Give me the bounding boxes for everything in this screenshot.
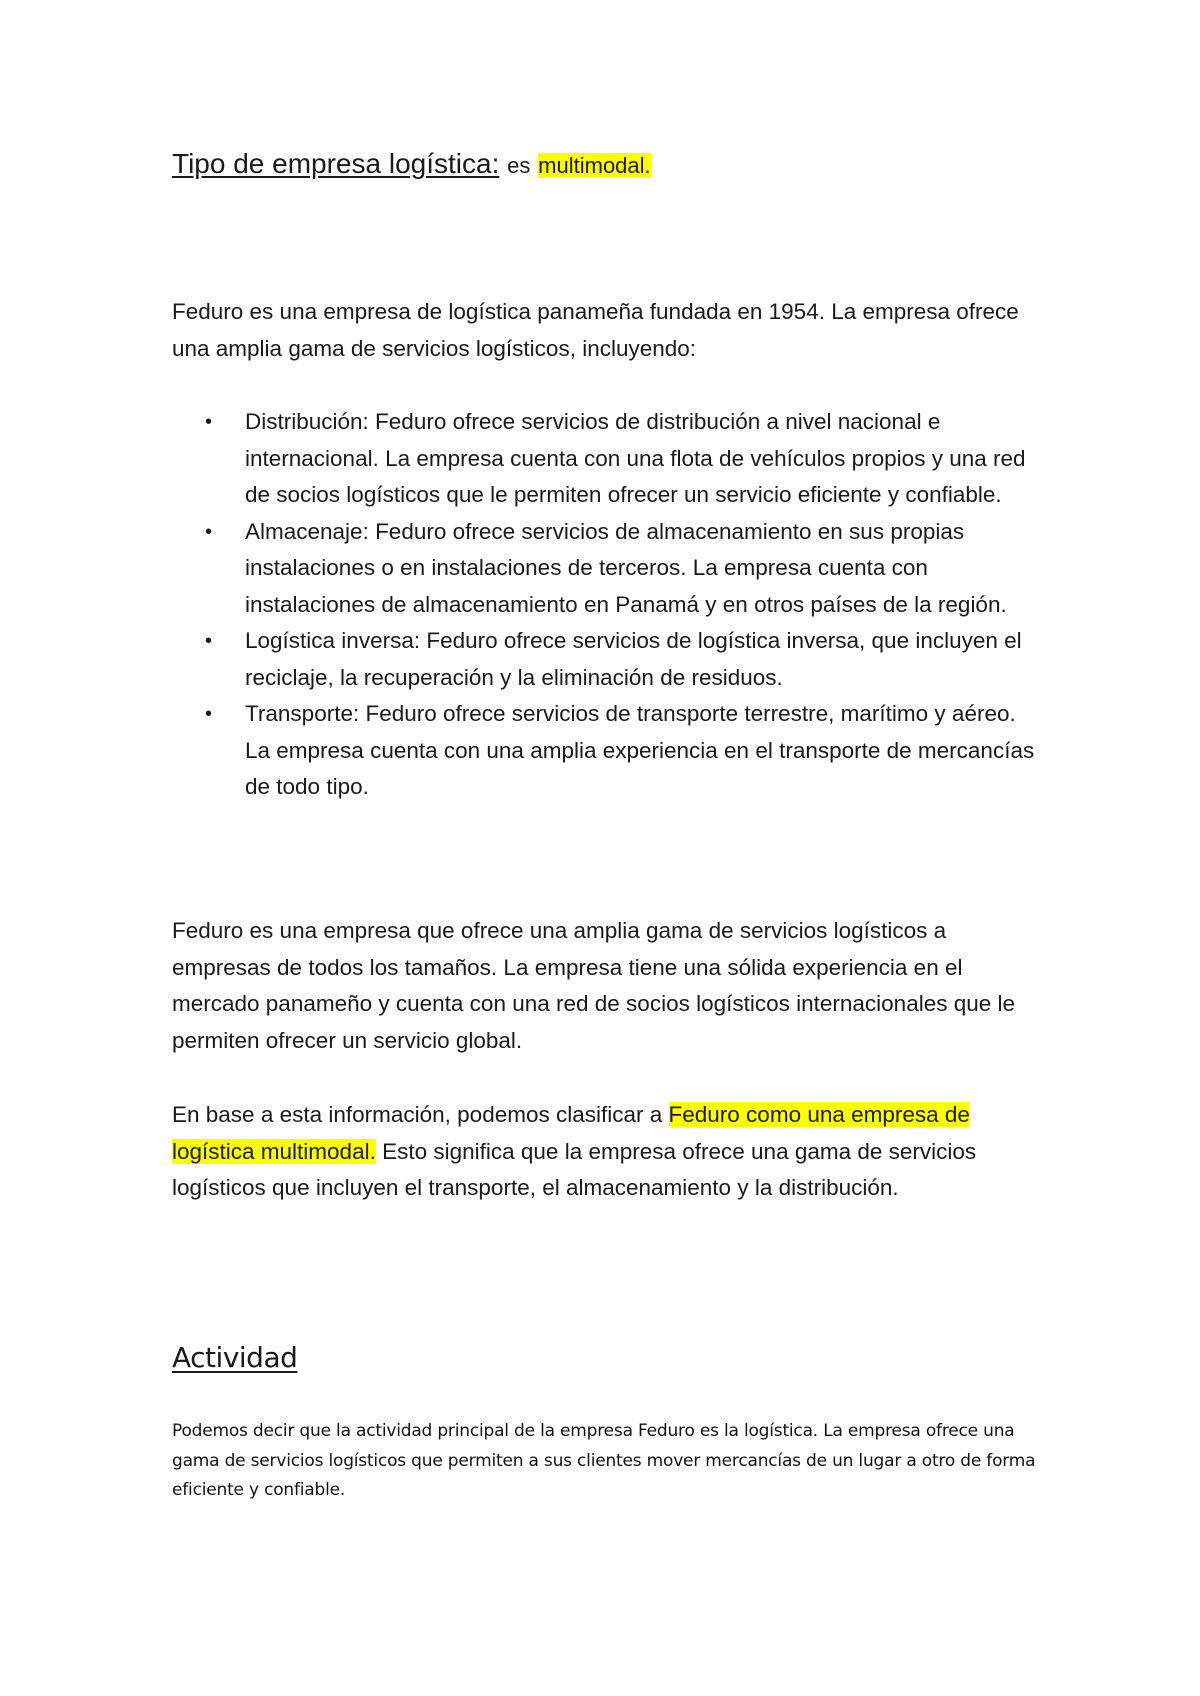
summary-paragraph: Feduro es una empresa que ofrece una amplia gama de servicios logísticos a empresas de todos los tamaños. La empresa tiene una sólida experiencia en el mercado panameño y cuenta con una red de socios logísticos internacionales que le permiten ofrecer un servicio global. [172, 918, 1016, 1053]
list-item [172, 696, 1042, 806]
list-item [172, 404, 1042, 514]
service-text: Almacenaje: Feduro ofrece servicios de almacenamiento en sus propias instalaciones o en instalaciones de terceros. La empresa cuenta con instalaciones de almacenamiento en Panamá y en otros países de la región. [245, 518, 1007, 617]
classification-after: Esto significa que la empresa ofrece una gama de servicios logísticos que incluyen el transporte, el almacenamiento y la distribución. [172, 1138, 977, 1200]
activity-paragraph: Podemos decir que la actividad principal de la empresa Feduro es la logística. La empresa ofrece una gama de servicios logísticos que permiten a sus clientes mover mercancías de un lugar a otro de forma eficiente y confiable. [172, 1421, 1036, 1500]
service-text: Logística inversa: Feduro ofrece servicios de logística inversa, que incluyen el reciclaje, la recuperación y la eliminación de residuos. [245, 628, 1022, 690]
bullet-icon: • [205, 411, 213, 433]
bullet-icon: • [205, 703, 213, 725]
list-item [172, 623, 1042, 696]
bullet-icon: • [205, 520, 213, 543]
list-item [172, 514, 1042, 624]
classification-paragraph [172, 1097, 1042, 1207]
company-type-line [172, 146, 1042, 184]
company-type-prefix: es [507, 153, 531, 178]
classification-highlight: Feduro como una empresa de logística multimodal. [172, 1102, 970, 1164]
activity-heading: Actividad [172, 1341, 298, 1374]
company-type-highlight: multimodal. [538, 153, 651, 178]
intro-paragraph: Feduro es una empresa de logística panameña fundada en 1954. La empresa ofrece una amplia gama de servicios logísticos, incluyendo: [172, 299, 1019, 361]
services-list [172, 404, 1042, 806]
bullet-icon: • [205, 630, 213, 652]
classification-before: En base a esta información, podemos clasificar a [172, 1102, 669, 1127]
company-type-title: Tipo de empresa logística: [172, 148, 500, 179]
service-text: Transporte: Feduro ofrece servicios de transporte terrestre, marítimo y aéreo. La empresa cuenta con una amplia experiencia en el transporte de mercancías de todo tipo. [245, 701, 1035, 799]
service-text: Distribución: Feduro ofrece servicios de distribución a nivel nacional e internacional. La empresa cuenta con una flota de vehículos propios y una red de socios logísticos que le permiten ofrecer un servicio eficiente y confiable. [245, 409, 1026, 507]
